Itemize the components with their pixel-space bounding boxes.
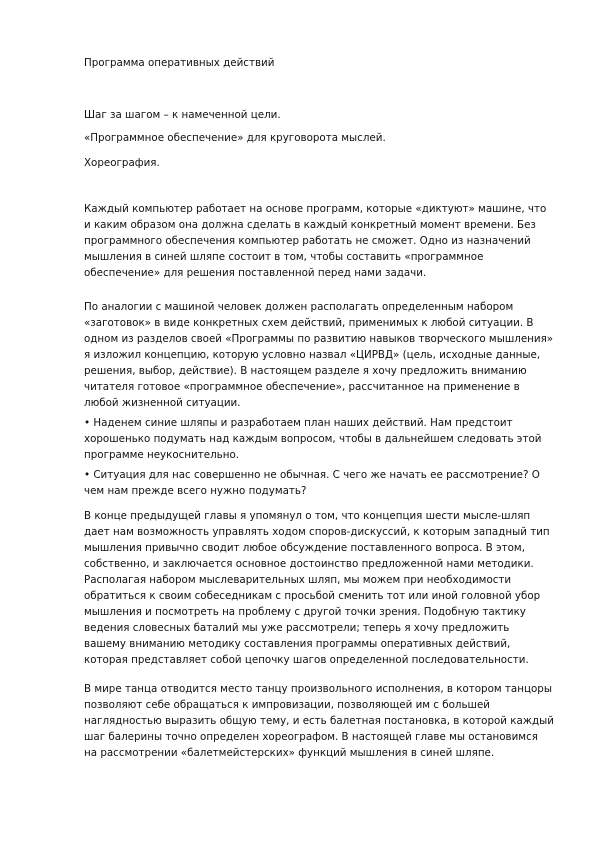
- subtitle-choreography: Хореография.: [84, 157, 160, 169]
- bullet-paragraph: • Ситуация для нас совершенно не обычная. С чего же начать ее рассмотрение? О чем нам прежде всего нужно подумать?: [84, 469, 540, 497]
- body-paragraph: Каждый компьютер работает на основе программ, которые «диктуют» машине, что и каким образом она должна сделать в каждый конкретный момент времени. Без программного обеспечения компьютер работать не сможет. Одно из назначений мышления в синей шляпе состоит в том, чтобы составить «программное обеспечение» для решения поставленной перед нами задачи.: [84, 203, 547, 279]
- bullet-paragraph: • Наденем синие шляпы и разработаем план наших действий. Нам предстоит хорошенько подумать над каждым вопросом, чтобы в дальнейшем следовать этой программе неукоснительно.: [84, 417, 542, 461]
- document-title: Программа оперативных действий: [84, 57, 275, 69]
- body-paragraph: В мире танца отводится место танцу произвольного исполнения, в котором танцоры позволяют себе обращаться к импровизации, позволяющей им с большей наглядностью выразить общую тему, и есть балетная постановка, в которой каждый шаг балерины точно определен хореографом. В настоящей главе мы остановимся на рассмотрении «балетмейстерских» функций мышления в синей шляпе.: [84, 683, 554, 759]
- subtitle-software: «Программное обеспечение» для круговорота мыслей.: [84, 132, 386, 144]
- body-paragraph: По аналогии с машиной человек должен располагать определенным набором «заготовок» в виде конкретных схем действий, применимых к любой ситуации. В одном из разделов своей «Программы по развитию навыков творческого мышления» я изложил концепцию, которую условно назвал «ЦИРВД» (цель, исходные данные, решения, выбор, действие). В настоящем разделе я хочу предложить вниманию читателя готовое «программное обеспечение», рассчитанное на применение в любой жизненной ситуации.: [84, 301, 554, 409]
- subtitle-step-by-step: Шаг за шагом – к намеченной цели.: [84, 109, 281, 121]
- body-paragraph: В конце предыдущей главы я упомянул о том, что концепция шести мысле-шляп дает нам возможность управлять ходом споров-дискуссий, к которым западный тип мышления привычно сводит любое обсуждение поставленного вопроса. В этом, собственно, и заключается основное достоинство предложенной нами методики. Располагая набором мыслеварительных шляп, мы можем при необходимости обратиться к своим собеседникам с просьбой сменить тот или иной головной убор мышления и посмотреть на проблему с другой точки зрения. Подобную тактику ведения словесных баталий мы уже рассмотрели; теперь я хочу предложить вашему вниманию методику составления программы оперативных действий, которая представляет собой цепочку шагов определенной последовательности.: [84, 510, 550, 666]
